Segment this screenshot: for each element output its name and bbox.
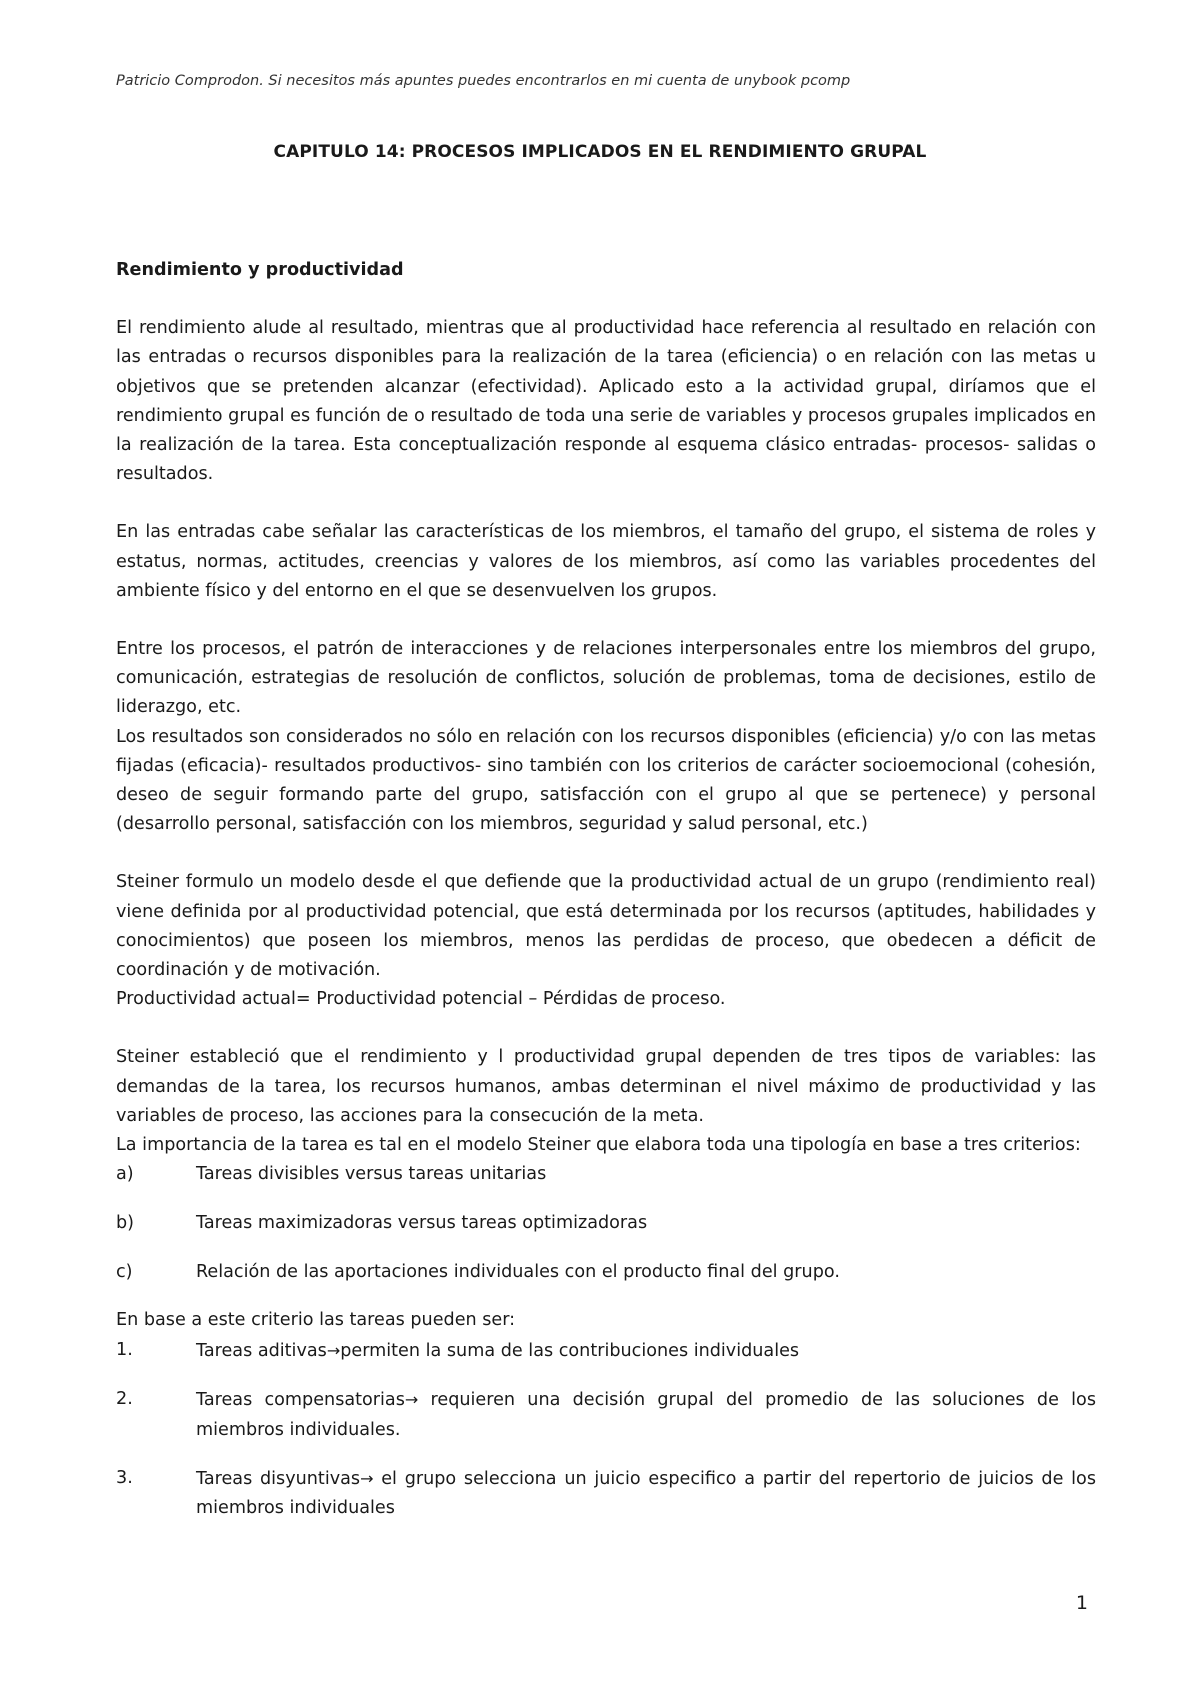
list-item-text: Tareas divisibles versus tareas unitarias: [196, 1164, 547, 1185]
list-item-text: [196, 1464, 1096, 1523]
list-marker: 3.: [116, 1468, 133, 1489]
right-arrow-icon: →: [360, 1469, 374, 1489]
chapter-title: CAPITULO 14: PROCESOS IMPLICADOS EN EL RENDIMIENTO GRUPAL: [273, 142, 927, 162]
paragraph: La importancia de la tarea es tal en el modelo Steiner que elabora toda una tipología en base a tres criterios:: [116, 1135, 1081, 1156]
spacer: [116, 839, 1096, 868]
list-marker: b): [116, 1212, 135, 1233]
paragraph: Steiner estableció que el rendimiento y l productividad grupal dependen de tres tipos de variables: las demandas de la tarea, los recursos humanos, ambas determinan el nivel máximo de productividad y las variables de proceso, las acciones para la consecución de la meta.: [116, 1047, 1096, 1126]
list-marker: 1.: [116, 1339, 133, 1360]
list-item-text: [196, 1336, 1096, 1366]
right-arrow-icon: →: [404, 1390, 419, 1410]
page-number: 1: [1075, 1592, 1088, 1614]
spacer: [116, 1014, 1096, 1043]
list-item: [116, 1160, 1096, 1189]
spacer: [116, 1445, 1096, 1465]
paragraph: El rendimiento alude al resultado, mientras que al productividad hace referencia al resultado en relación con las entradas o recursos disponibles para la realización de la tarea (eficiencia) o en relación con las metas u objetivos que se pretenden alcanzar (efectividad). Aplicado esto a la actividad grupal, diríamos que el rendimiento grupal es función de o resultado de toda una serie de variables y procesos grupales implicados en la realización de la tarea. Esta conceptualización responde al esquema clásico entradas- procesos- salidas o resultados.: [116, 318, 1096, 485]
section-heading: Rendimiento y productividad: [116, 260, 404, 280]
list-marker: c): [116, 1261, 133, 1282]
paragraph: Entre los procesos, el patrón de interacciones y de relaciones interpersonales entre los miembros del grupo, comunicación, estrategias de resolución de conflictos, solución de problemas, toma de decisiones, estilo de liderazgo, etc.: [116, 639, 1096, 718]
spacer: [116, 1287, 1096, 1307]
list-marker: a): [116, 1164, 134, 1185]
list-item: [116, 1385, 1096, 1444]
list-item-text: Tareas maximizadoras versus tareas optimizadoras: [196, 1212, 648, 1233]
formula-line: Productividad actual= Productividad potencial – Pérdidas de proceso.: [116, 989, 726, 1010]
document-body: [116, 256, 1096, 1524]
task-type-description: permiten la suma de las contribuciones individuales: [340, 1340, 800, 1361]
task-type-label: Tareas compensatorias: [196, 1390, 405, 1411]
list-item-text: Relación de las aportaciones individuales con el producto final del grupo.: [196, 1261, 840, 1282]
list-item: [116, 1258, 1096, 1287]
spacer: [116, 489, 1096, 518]
task-type-label: Tareas aditivas: [196, 1340, 327, 1361]
list-item-text: [196, 1385, 1096, 1444]
spacer: [116, 1189, 1096, 1209]
spacer: [116, 1238, 1096, 1258]
paragraph: En base a este criterio las tareas pueden ser:: [116, 1310, 516, 1331]
list-item: [116, 1464, 1096, 1523]
spacer: [116, 606, 1096, 635]
paragraph: En las entradas cabe señalar las características de los miembros, el tamaño del grupo, el sistema de roles y estatus, normas, actitudes, creencias y valores de los miembros, así como las variables procedentes del ambiente físico y del entorno en el que se desenvuelven los grupos.: [116, 522, 1096, 601]
task-type-description: el grupo selecciona un juicio especifico a partir del repertorio de juicios de los miembros individuales: [196, 1469, 1096, 1519]
header-note: Patricio Comprodon. Si necesitos más apuntes puedes encontrarlos en mi cuenta de unybook pcomp: [116, 73, 851, 89]
list-item: [116, 1336, 1096, 1366]
list-item: [116, 1209, 1096, 1238]
spacer: [116, 1366, 1096, 1386]
task-type-description: requieren una decisión grupal del promedio de las soluciones de los miembros individuales.: [196, 1390, 1096, 1440]
right-arrow-icon: →: [326, 1340, 341, 1360]
paragraph: Los resultados son considerados no sólo en relación con los recursos disponibles (eficiencia) y/o con las metas fijadas (eficacia)- resultados productivos- sino también con los criterios de carácter socioemocional (cohesión, deseo de seguir formando parte del grupo, satisfacción con el grupo al que se pertenece) y personal (desarrollo personal, satisfacción con los miembros, seguridad y salud personal, etc.): [116, 726, 1096, 835]
paragraph: Steiner formulo un modelo desde el que defiende que la productividad actual de un grupo (rendimiento real) viene definida por al productividad potencial, que está determinada por los recursos (aptitudes, habilidades y conocimientos) que poseen los miembros, menos las perdidas de proceso, que obedecen a déficit de coordinación y de motivación.: [116, 872, 1096, 981]
task-type-label: Tareas disyuntivas: [196, 1469, 361, 1490]
list-marker: 2.: [116, 1389, 133, 1410]
